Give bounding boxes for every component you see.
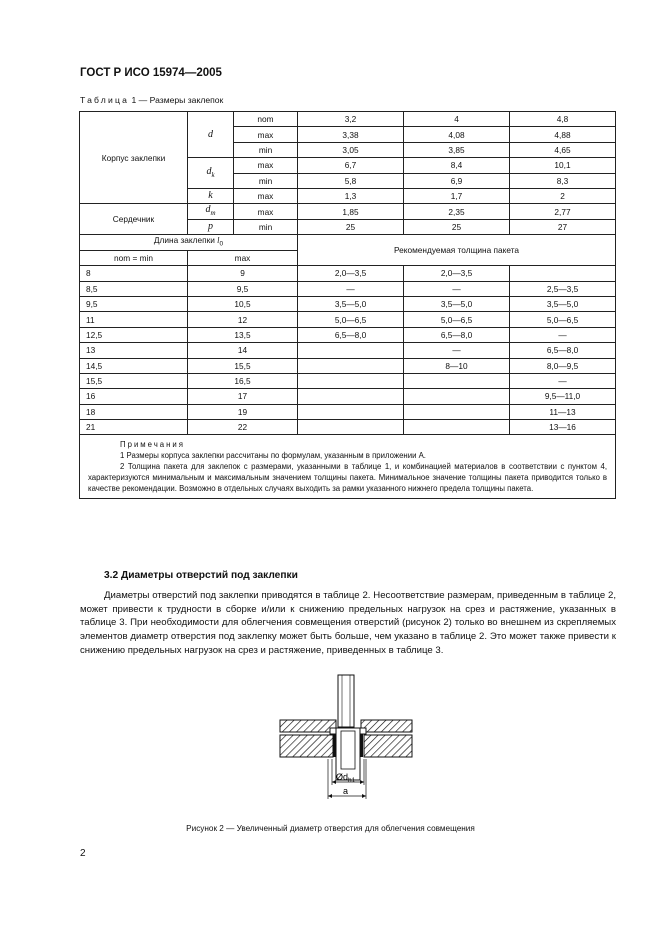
- value-cell: 25: [404, 219, 510, 234]
- symbol-dm-sub: m: [210, 209, 216, 218]
- table-row: [80, 327, 616, 342]
- table-cell: —: [510, 327, 616, 342]
- notes-title: Примечания: [120, 440, 186, 450]
- table-cell: 11: [80, 312, 188, 327]
- table-row: [80, 281, 616, 296]
- table-cell: 17: [188, 389, 298, 404]
- table-caption-text: 1 — Размеры заклепок: [129, 95, 224, 105]
- table-cell: [404, 420, 510, 435]
- table-cell: [404, 389, 510, 404]
- value-cell: 1,3: [298, 188, 404, 203]
- value-cell: 4,65: [510, 142, 616, 157]
- value-cell: 6,7: [298, 158, 404, 173]
- figure-caption: Рисунок 2 — Увеличенный диаметр отверстия для облегчения совмещения: [186, 824, 475, 833]
- table-cell: 15,5: [188, 358, 298, 373]
- table-cell: 8: [80, 266, 188, 281]
- label-hole-diameter-base: Ød: [336, 772, 349, 782]
- table-cell: 22: [188, 420, 298, 435]
- qualifier-cell: min: [234, 142, 298, 157]
- table-row: [80, 389, 616, 404]
- table-cell: 19: [188, 404, 298, 419]
- table-cell: 5,0—6,5: [298, 312, 404, 327]
- figure-2: [270, 673, 415, 818]
- mandrel-label: Сердечник: [80, 204, 188, 235]
- table-cell: 18: [80, 404, 188, 419]
- qualifier-cell: min: [234, 219, 298, 234]
- section-paragraph: Диаметры отверстий под заклепки приводятся в таблице 2. Несоответствие размерам, приведенным в таблице 2, может привести к трудности в сборке и/или к снижению предельных нагрузок на срез и растяжение, указанных в таблице 3. При необходимости для облегчения совмещения отверстий (рисунок 2) только во внешнем из скрепляемых элементов диаметр отверстия под заклепку может быть больше, чем указано в таблице 2. Это может также привести к снижению предельных нагрузок на срез и растяжение, приведенных в таблице 3.: [80, 590, 616, 656]
- value-cell: 5,8: [298, 173, 404, 188]
- value-cell: 8,3: [510, 173, 616, 188]
- table-caption-label: Таблица: [80, 95, 130, 105]
- table-cell: 16,5: [188, 373, 298, 388]
- label-hole-diameter-sub: h1: [348, 777, 356, 784]
- value-cell: 4,88: [510, 127, 616, 142]
- table-cell: [298, 420, 404, 435]
- symbol-dm: [188, 204, 234, 219]
- table-cell: [298, 404, 404, 419]
- table-cell: 6,5—8,0: [510, 343, 616, 358]
- table-cell: 12: [188, 312, 298, 327]
- value-cell: 4: [404, 112, 510, 127]
- table-cell: 6,5—8,0: [404, 327, 510, 342]
- value-cell: 2,35: [404, 204, 510, 219]
- value-cell: 6,9: [404, 173, 510, 188]
- table-cell: 15,5: [80, 373, 188, 388]
- table-cell: [298, 343, 404, 358]
- value-cell: 10,1: [510, 158, 616, 173]
- value-cell: 25: [298, 219, 404, 234]
- table-cell: [298, 373, 404, 388]
- value-cell: 3,2: [298, 112, 404, 127]
- table-notes: [80, 435, 616, 499]
- value-cell: 4,8: [510, 112, 616, 127]
- table-cell: 12,5: [80, 327, 188, 342]
- recommended-thickness-header: Рекомендуемая толщина пакета: [298, 235, 616, 266]
- table-cell: 2,0—3,5: [298, 266, 404, 281]
- symbol-dk-sub: k: [211, 170, 215, 179]
- table-cell: [298, 389, 404, 404]
- qualifier-cell: max: [234, 158, 298, 173]
- symbol-p: p: [188, 219, 234, 234]
- table-cell: 8,5: [80, 281, 188, 296]
- table-cell: 5,0—6,5: [510, 312, 616, 327]
- table-cell: 10,5: [188, 296, 298, 311]
- symbol-dk-base: d: [206, 165, 212, 177]
- table-cell: [404, 404, 510, 419]
- table-cell: 3,5—5,0: [510, 296, 616, 311]
- symbol-k: k: [188, 188, 234, 203]
- table-caption: [80, 95, 223, 105]
- table-cell: 3,5—5,0: [298, 296, 404, 311]
- table-row: [80, 435, 616, 499]
- value-cell: 1,85: [298, 204, 404, 219]
- table-row: [80, 404, 616, 419]
- table-row: [80, 358, 616, 373]
- qualifier-cell: min: [234, 173, 298, 188]
- value-cell: 8,4: [404, 158, 510, 173]
- section-heading: 3.2 Диаметры отверстий под заклепки: [104, 570, 298, 581]
- qualifier-cell: max: [234, 188, 298, 203]
- note-1: 1 Размеры корпуса заклепки рассчитаны по формулам, указанным в приложении А.: [120, 451, 426, 461]
- table-row: [80, 266, 616, 281]
- value-cell: 4,08: [404, 127, 510, 142]
- table-cell: 14,5: [80, 358, 188, 373]
- table-cell: 2,5—3,5: [510, 281, 616, 296]
- table-cell: 8—10: [404, 358, 510, 373]
- table-cell: 13—16: [510, 420, 616, 435]
- table-cell: [510, 266, 616, 281]
- table-cell: —: [404, 343, 510, 358]
- length-symbol: l: [217, 236, 220, 246]
- table-cell: 6,5—8,0: [298, 327, 404, 342]
- table-row: [80, 112, 616, 127]
- table-cell: 13,5: [188, 327, 298, 342]
- table-cell: 9,5—11,0: [510, 389, 616, 404]
- length-header-text: Длина заклепки: [153, 235, 218, 246]
- qualifier-cell: max: [234, 204, 298, 219]
- table-row: [80, 373, 616, 388]
- rivet-body-label: Корпус заклепки: [80, 112, 188, 204]
- rivet-mandrel: [338, 675, 354, 727]
- rivet-dimensions-table: [79, 111, 616, 499]
- value-cell: 1,7: [404, 188, 510, 203]
- table-cell: —: [298, 281, 404, 296]
- table-cell: 8,0—9,5: [510, 358, 616, 373]
- table-cell: 9,5: [188, 281, 298, 296]
- value-cell: 27: [510, 219, 616, 234]
- table-row: [80, 420, 616, 435]
- value-cell: 2,77: [510, 204, 616, 219]
- table-row: [80, 312, 616, 327]
- table-cell: 9: [188, 266, 298, 281]
- table-cell: 21: [80, 420, 188, 435]
- table-cell: 11—13: [510, 404, 616, 419]
- qualifier-cell: max: [234, 127, 298, 142]
- table-row: [80, 296, 616, 311]
- table-cell: 5,0—6,5: [404, 312, 510, 327]
- page-number: 2: [80, 848, 86, 859]
- table-cell: [404, 373, 510, 388]
- length-symbol-sub: 0: [219, 240, 224, 248]
- table-row: [80, 204, 616, 219]
- value-cell: 2: [510, 188, 616, 203]
- symbol-dm-base: d: [205, 204, 211, 216]
- table-cell: 13: [80, 343, 188, 358]
- table-row: [80, 343, 616, 358]
- table-cell: 16: [80, 389, 188, 404]
- rivet-hole-diagram: [270, 673, 415, 813]
- table-cell: 3,5—5,0: [404, 296, 510, 311]
- table-cell: [298, 358, 404, 373]
- symbol-d: d: [188, 112, 234, 158]
- value-cell: 3,85: [404, 142, 510, 157]
- qualifier-cell: nom: [234, 112, 298, 127]
- table-cell: 14: [188, 343, 298, 358]
- value-cell: 3,05: [298, 142, 404, 157]
- table-cell: —: [510, 373, 616, 388]
- max-header: max: [188, 250, 298, 265]
- label-a: a: [343, 786, 349, 796]
- value-cell: 3,38: [298, 127, 404, 142]
- note-2: 2 Толщина пакета для заклепок с размерами, указанными в таблице 1, и комбинацией материалов в соответствии с пунктом 4, характеризуются минимальным и максимальным значением толщины пакета. Минимальное значение толщины пакета приводится только в качестве рекомендации. Возможно в отдельных случаях выходить за рамки указанного нижнего предела толщины пакета.: [88, 462, 607, 494]
- nom-min-header: nom = min: [80, 250, 188, 265]
- table-cell: 9,5: [80, 296, 188, 311]
- table-row: [80, 235, 616, 251]
- document-header: ГОСТ Р ИСО 15974—2005: [80, 67, 222, 79]
- symbol-dk: [188, 158, 234, 189]
- length-header: [80, 235, 298, 251]
- table-cell: 2,0—3,5: [404, 266, 510, 281]
- table-cell: —: [404, 281, 510, 296]
